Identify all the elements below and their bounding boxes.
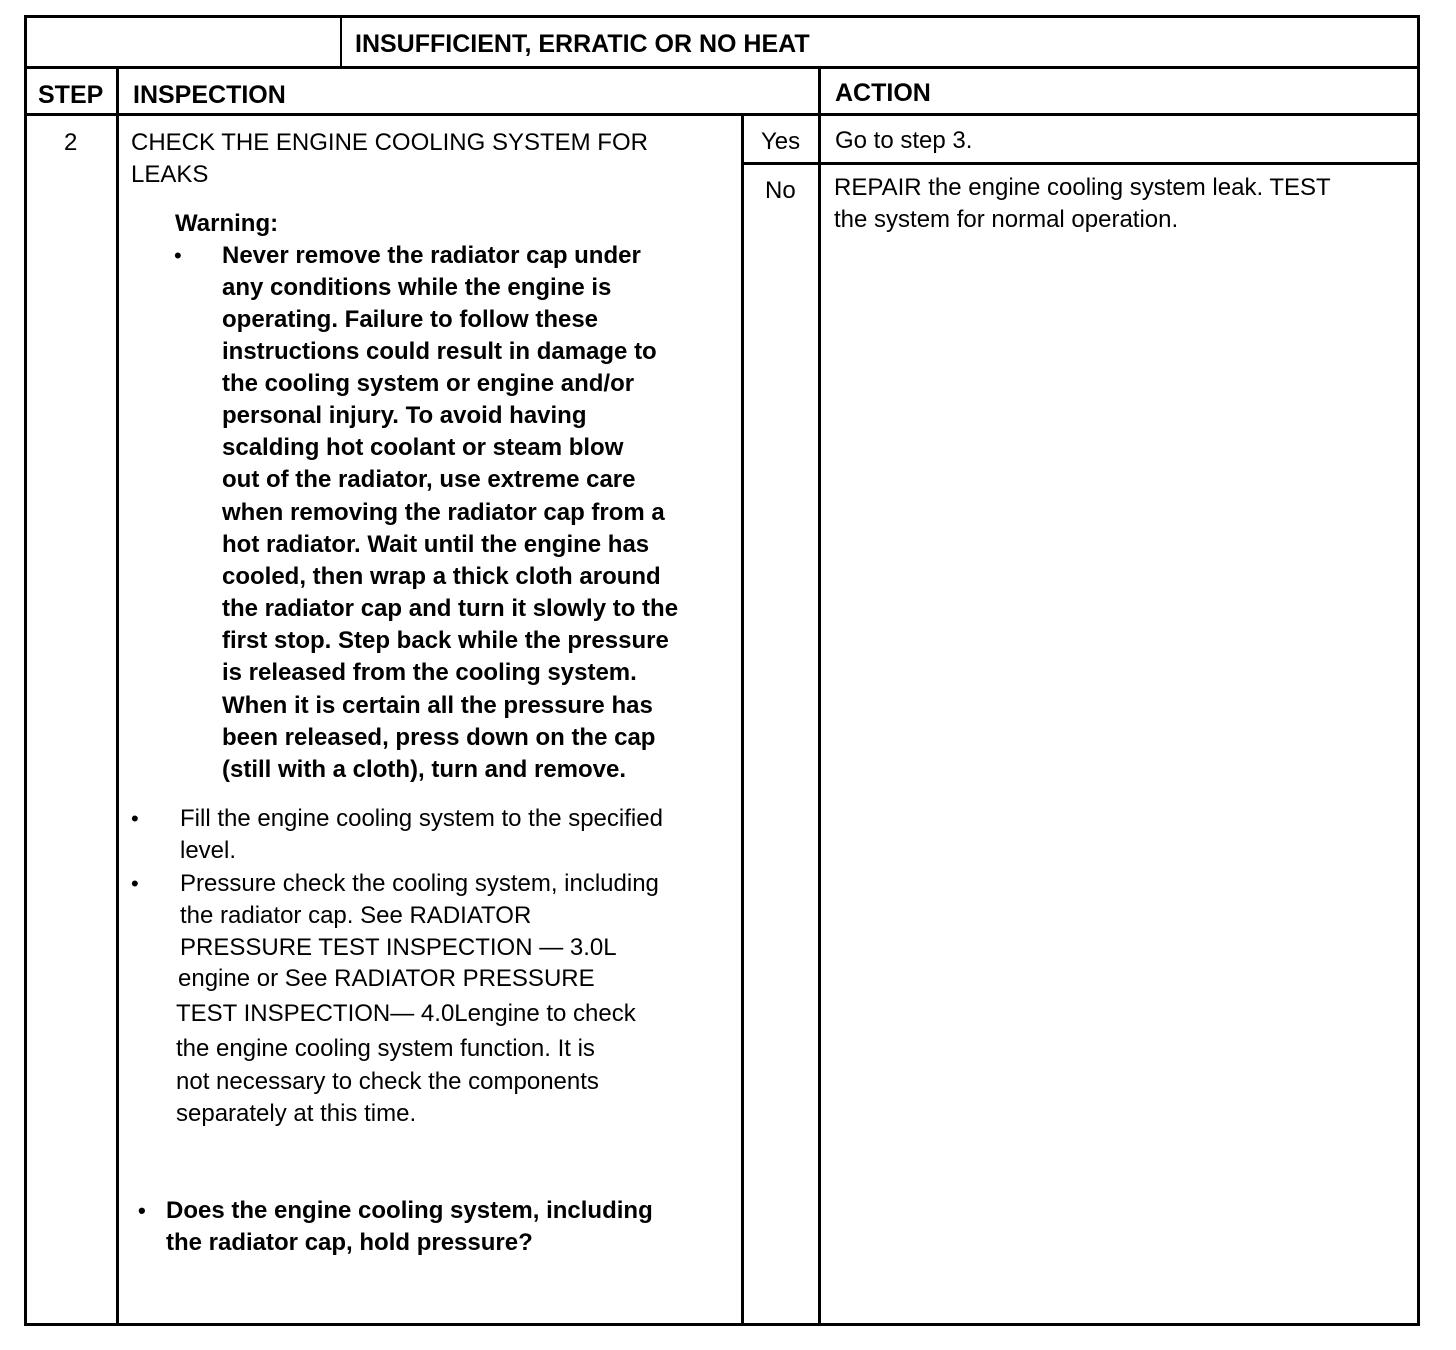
step-bullet-line: not necessary to check the components (176, 1068, 599, 1095)
warning-line: first stop. Step back while the pressure (222, 627, 669, 654)
header-row-divider (24, 113, 1420, 116)
step-bullet-line: TEST INSPECTION— 4.0Lengine to check (176, 1000, 636, 1027)
answer-yes-label: Yes (761, 128, 801, 155)
inspection-heading-line: LEAKS (131, 161, 209, 188)
warning-line: (still with a cloth), turn and remove. (222, 756, 627, 783)
warning-line: operating. Failure to follow these (222, 306, 599, 333)
step-bullet-line: level. (180, 837, 237, 864)
step-bullet-line: Fill the engine cooling system to the specified (180, 805, 663, 832)
header-inspection: INSPECTION (133, 81, 286, 109)
question-line: the radiator cap, hold pressure? (166, 1229, 533, 1256)
warning-line: personal injury. To avoid having (222, 402, 587, 429)
question-line: Does the engine cooling system, including (166, 1197, 653, 1224)
yes-no-divider (743, 162, 1420, 165)
step-bullet-line: engine or See RADIATOR PRESSURE (178, 965, 595, 992)
warning-line: any conditions while the engine is (222, 274, 612, 301)
warning-line: scalding hot coolant or steam blow (222, 434, 624, 461)
warning-line: When it is certain all the pressure has (222, 692, 653, 719)
warning-line: the radiator cap and turn it slowly to the (222, 595, 679, 622)
question-bullet-icon: • (138, 1198, 146, 1223)
warning-label: Warning: (175, 210, 279, 237)
header-action: ACTION (835, 79, 931, 107)
title-left-divider (340, 15, 342, 68)
header-step: STEP (38, 81, 104, 109)
step-bullet-icon: • (131, 806, 139, 831)
inspection-answer-divider (741, 113, 744, 1326)
answer-yes-action: Go to step 3. (835, 127, 973, 154)
warning-line: been released, press down on the cap (222, 724, 656, 751)
answer-no-action-line: REPAIR the engine cooling system leak. TEST (834, 174, 1331, 201)
warning-line: is released from the cooling system. (222, 659, 637, 686)
answer-no-action-line: the system for normal operation. (834, 206, 1179, 233)
step-number: 2 (64, 129, 78, 156)
warning-bullet-icon: • (174, 243, 182, 268)
table-title: INSUFFICIENT, ERRATIC OR NO HEAT (355, 30, 810, 58)
warning-line: the cooling system or engine and/or (222, 370, 635, 397)
step-bullet-line: PRESSURE TEST INSPECTION — 3.0L (180, 934, 617, 961)
warning-line: Never remove the radiator cap under (222, 242, 641, 269)
warning-line: when removing the radiator cap from a (222, 499, 665, 526)
warning-line: out of the radiator, use extreme care (222, 466, 636, 493)
inspection-action-divider (818, 66, 821, 1326)
step-bullet-line: Pressure check the cooling system, including (180, 870, 659, 897)
inspection-heading-line: CHECK THE ENGINE COOLING SYSTEM FOR (131, 129, 648, 156)
title-row-divider (24, 66, 1420, 69)
warning-line: hot radiator. Wait until the engine has (222, 531, 650, 558)
warning-line: instructions could result in damage to (222, 338, 657, 365)
step-bullet-line: separately at this time. (176, 1100, 417, 1127)
step-bullet-line: the radiator cap. See RADIATOR (180, 902, 532, 929)
warning-line: cooled, then wrap a thick cloth around (222, 563, 661, 590)
step-bullet-line: the engine cooling system function. It is (176, 1035, 595, 1062)
step-column-divider (116, 66, 119, 1326)
answer-no-label: No (765, 177, 796, 204)
step-bullet-icon: • (131, 871, 139, 896)
